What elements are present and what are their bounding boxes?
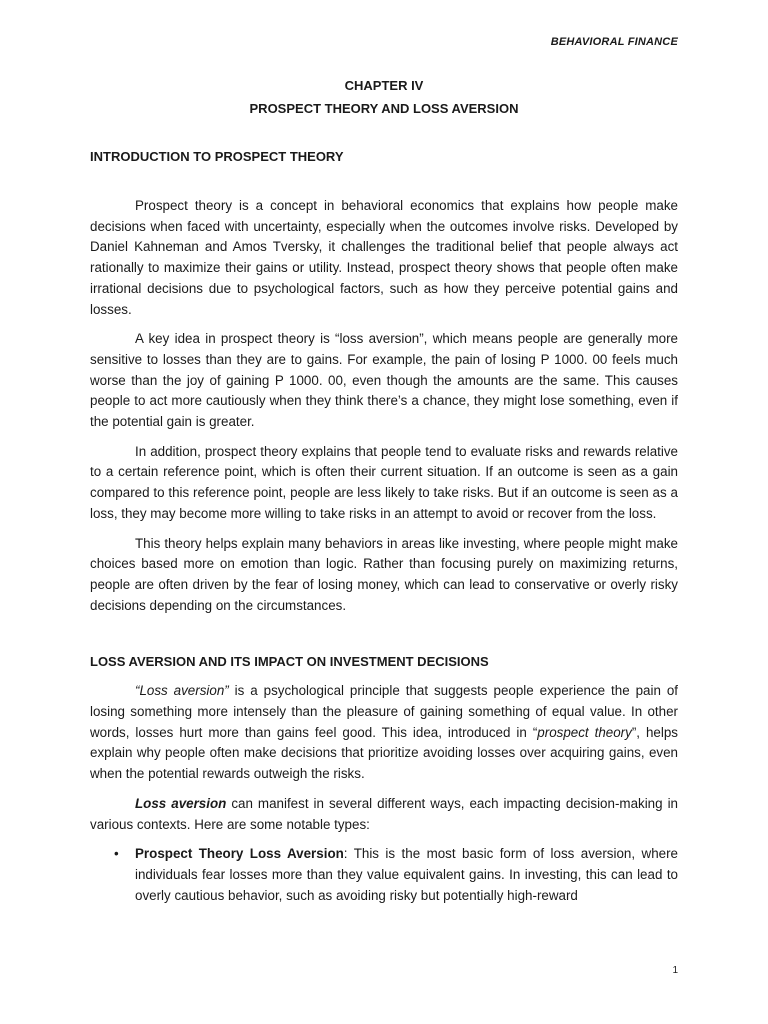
list-item xyxy=(90,844,678,906)
intro-paragraph-3: In addition, prospect theory explains that people tend to evaluate risks and rewards relative to a certain reference point, which is often their current situation. If an outcome is seen as a gain compared to this reference point, people are less likely to take risks. But if an outcome is seen as a loss, they may become more willing to take risks in an attempt to avoid or recover from the loss. xyxy=(90,443,678,521)
paragraph-text: ”, helps explain why people often make decisions that prioritize avoiding losses over acquiring gains, even when the potential rewards outweigh the risks. xyxy=(90,724,678,782)
loss-aversion-paragraph-2 xyxy=(90,794,678,835)
paragraph-text: can manifest in several different ways, each impacting decision-making in various contexts. Here are some notable types: xyxy=(90,795,678,832)
running-header: BEHAVIORAL FINANCE xyxy=(550,36,678,48)
page-number: 1 xyxy=(672,965,678,976)
chapter-number: CHAPTER IV xyxy=(344,78,424,93)
intro-paragraph-2: A key idea in prospect theory is “loss aversion”, which means people are generally more sensitive to losses than they are to gains. For example, the pain of losing P 1000. 00 feels much worse than the joy of gaining P 1000. 00, even though the amounts are the same. This causes people to act more cautiously when they think there’s a chance, they might lose something, even if the potential gain is greater. xyxy=(90,331,678,430)
intro-paragraph-1: Prospect theory is a concept in behavioral economics that explains how people make decisions when faced with uncertainty, especially when the outcomes involve risks. Developed by Daniel Kahneman and Amos Tversky, it challenges the traditional belief that people always act rationally to maximize their gains or utility. Instead, prospect theory shows that people often make irrational decisions due to psychological factors, such as how they perceive potential gains and losses. xyxy=(90,198,678,317)
intro-paragraph-4: This theory helps explain many behaviors in areas like investing, where people might make choices based more on emotion than logic. Rather than focusing purely on maximizing returns, people are often driven by the fear of losing money, which can lead to conservative or overly risky decisions depending on the circumstances. xyxy=(90,535,678,613)
prospect-theory-term: prospect theory xyxy=(537,724,632,740)
bullet-term: Prospect Theory Loss Aversion xyxy=(135,846,344,862)
section-heading-intro: INTRODUCTION TO PROSPECT THEORY xyxy=(90,149,344,164)
page-content xyxy=(90,76,678,906)
loss-aversion-paragraph-1 xyxy=(90,681,678,785)
loss-aversion-types-list xyxy=(90,844,678,906)
paragraph-text: is a psychological principle that suggests people experience the pain of losing something more intensely than the pleasure of gaining something of equal value. In other words, losses hurt more than gains feel good. This idea, introduced in “ xyxy=(90,683,678,740)
bullet-text: : This is the most basic form of loss aversion, where individuals fear losses more than they value equivalent gains. In investing, this can lead to overly cautious behavior, such as avoiding risky but potentially high-reward xyxy=(135,846,678,903)
section-heading-loss-aversion: LOSS AVERSION AND ITS IMPACT ON INVESTMENT DECISIONS xyxy=(90,654,489,670)
bullet-icon: • xyxy=(114,846,119,862)
loss-aversion-term-bold: Loss aversion xyxy=(135,795,227,811)
chapter-title: PROSPECT THEORY AND LOSS AVERSION xyxy=(249,101,519,116)
loss-aversion-term: “Loss aversion” xyxy=(135,683,229,699)
